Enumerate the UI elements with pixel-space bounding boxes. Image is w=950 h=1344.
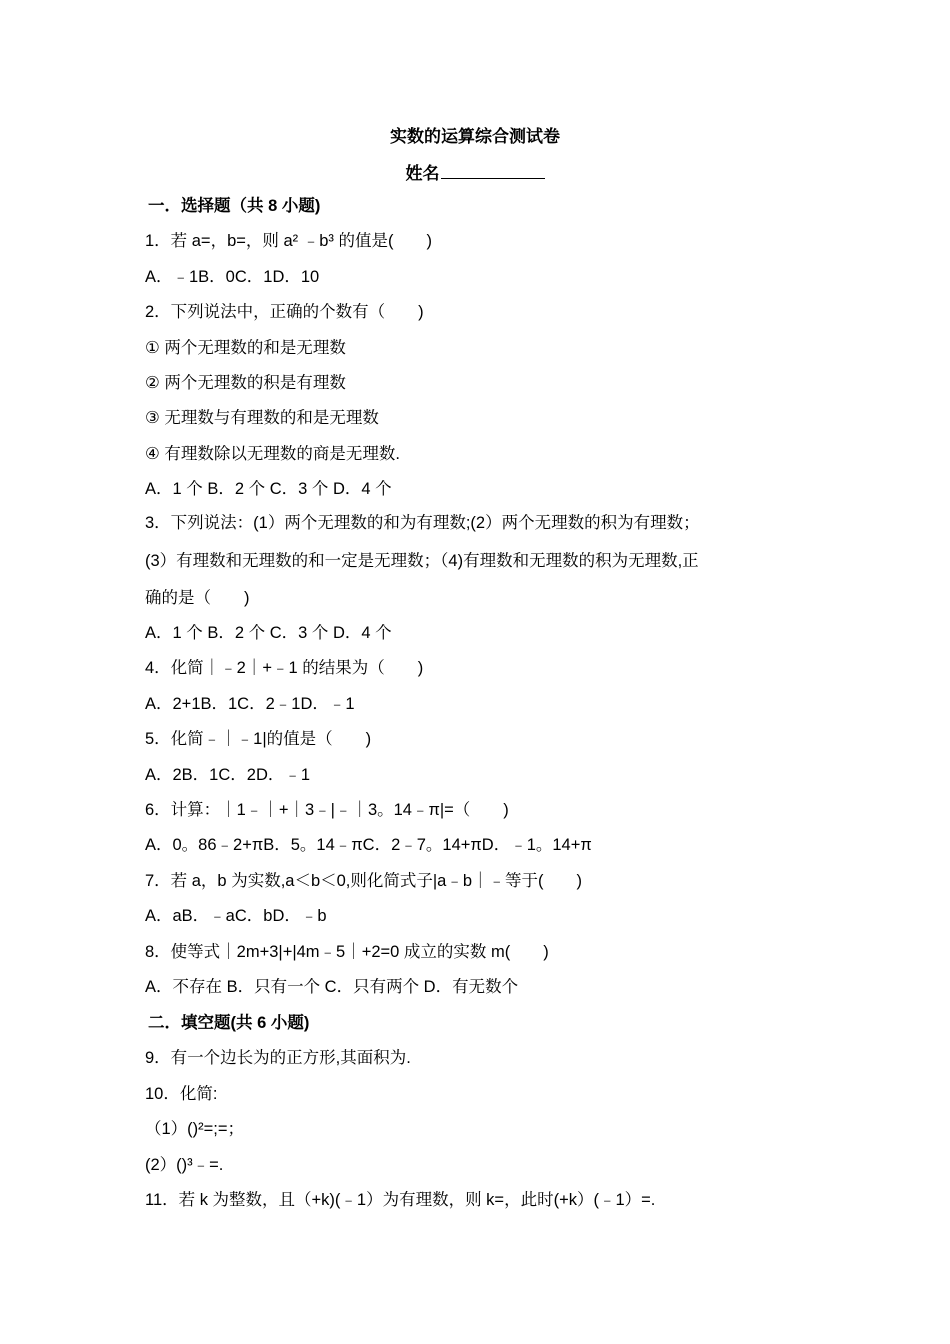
section-heading-choice: 一．选择题（共 8 小题): [148, 197, 321, 215]
question-3-line-2: (3）有理数和无理数的和一定是无理数；（4)有理数和无理数的积为无理数,正: [145, 552, 699, 570]
question-9: 9．有一个边长为的正方形,其面积为.: [145, 1049, 411, 1067]
name-field: [0, 160, 950, 185]
question-10-part-1: （1）()²=;=；: [145, 1120, 245, 1138]
question-3-line-3: 确的是（ ): [145, 589, 250, 607]
question-11: 11．若 k 为整数，且（+k)(﹣1）为有理数，则 k=，此时(+k）(﹣1）=.: [145, 1191, 656, 1209]
question-1: 1．若 a=，b=，则 a² ﹣b³ 的值是( ): [145, 232, 432, 250]
statement-2-4: ④ 有理数除以无理数的商是无理数.: [145, 445, 400, 463]
question-2: 2．下列说法中，正确的个数有（ ): [145, 303, 424, 321]
answer-options-8: A．不存在 B．只有一个 C．只有两个 D．有无数个: [145, 978, 519, 996]
question-3-line-1: 3．下列说法：(1）两个无理数的和为有理数;(2）两个无理数的积为有理数；: [145, 514, 700, 532]
answer-options-5: A．2B．1C．2D．﹣1: [145, 766, 311, 784]
statement-2-1: ① 两个无理数的和是无理数: [145, 339, 346, 357]
answer-options-1: A．﹣1B．0C．1D．10: [145, 268, 320, 286]
question-10-part-2: (2）()³﹣=.: [145, 1156, 224, 1174]
name-label: 姓名: [405, 164, 440, 183]
answer-options-6: A．0。86﹣2+πB．5。14﹣πC．2﹣7。14+πD．﹣1。14+π: [145, 836, 592, 854]
section-heading-fill: 二．填空题(共 6 小题): [148, 1014, 310, 1032]
statement-2-2: ② 两个无理数的积是有理数: [145, 374, 346, 392]
question-5: 5．化简﹣｜﹣1|的值是（ ): [145, 730, 372, 748]
answer-options-4: A．2+1B．1C．2﹣1D．﹣1: [145, 695, 355, 713]
answer-options-3: A．1 个 B．2 个 C．3 个 D．4 个: [145, 624, 392, 642]
question-4: 4．化简｜﹣2｜+﹣1 的结果为（ ): [145, 659, 424, 677]
answer-options-2: A．1 个 B．2 个 C．3 个 D．4 个: [145, 480, 392, 498]
answer-options-7: A．aB．﹣aC．bD．﹣b: [145, 907, 327, 925]
statement-2-3: ③ 无理数与有理数的和是无理数: [145, 409, 379, 427]
name-blank-line: [441, 160, 545, 179]
question-6: 6．计算：｜1﹣｜+｜3﹣|﹣｜3。14﹣π|=（ ): [145, 801, 509, 819]
question-7: 7．若 a，b 为实数,a＜b＜0,则化简式子|a﹣b｜﹣等于( ): [145, 872, 583, 890]
question-8: 8．使等式｜2m+3|+|4m﹣5｜+2=0 成立的实数 m( ): [145, 943, 549, 961]
question-10: 10．化简:: [145, 1085, 218, 1103]
page-title: 实数的运算综合测试卷: [390, 127, 560, 146]
